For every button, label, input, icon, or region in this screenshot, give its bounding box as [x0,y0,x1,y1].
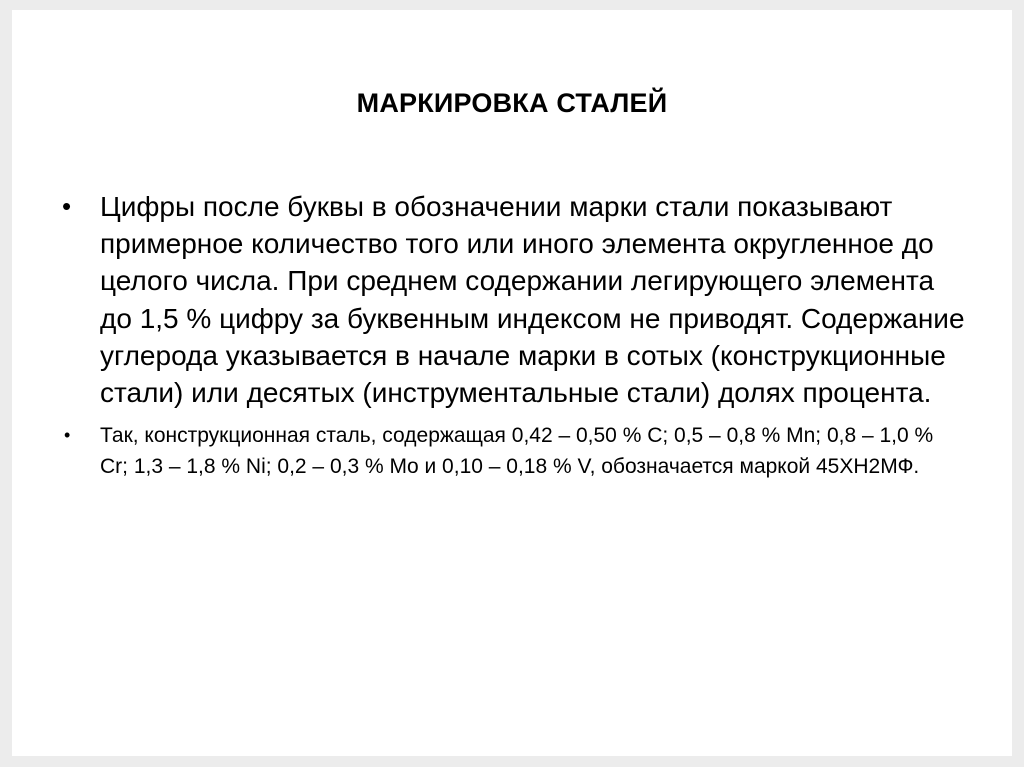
bullet-item-marking-rules [60,188,965,411]
bullet-text-example: Так, конструкционная сталь, содержащая 0,42 – 0,50 % С; 0,5 – 0,8 % Mn; 0,8 – 1,0 % Cr; 1,3 – 1,8 % Ni; 0,2 – 0,3 % Mo и 0,10 – 0,18 % V, обозначается маркой 45ХН2МФ. [100,424,934,479]
slide-title: МАРКИРОВКА СТАЛЕЙ [356,88,668,118]
bullet-list [60,188,965,482]
bullet-icon: • [64,425,71,446]
bullet-icon: • [62,191,72,221]
slide [12,10,1012,756]
bullet-text-marking-rules: Цифры после буквы в обозначении марки стали показывают примерное количество того или иного элемента округленное до целого числа. При среднем содержании легирующего элемента до 1,5 % цифру за буквенным индексом не приводят. Содержание углерода указывается в начале марки в сотых (конструкционные стали) или десятых (инструментальные стали) долях процента. [100,191,965,409]
bullet-item-example [60,420,965,482]
